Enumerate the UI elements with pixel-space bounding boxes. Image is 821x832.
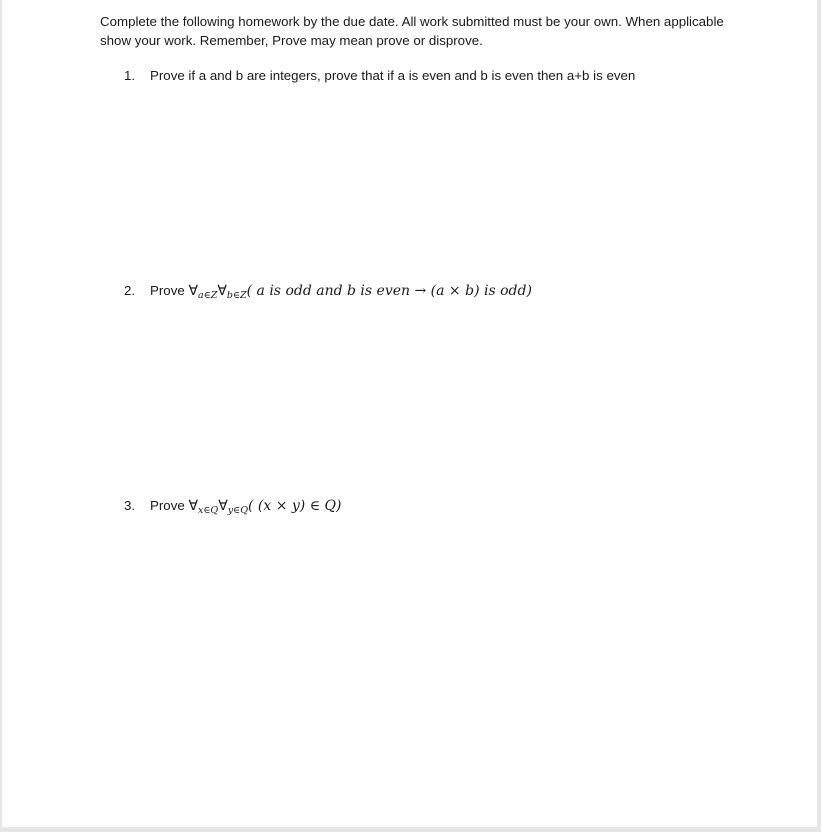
forall-symbol: ∀	[218, 498, 228, 514]
forall-symbol: ∀	[188, 283, 199, 299]
prove-label: Prove	[150, 283, 185, 298]
quantifier-domain: a∈Z	[198, 290, 218, 301]
quantifier-domain: x∈Q	[198, 505, 219, 516]
instructions-paragraph: Complete the following homework by the due date. All work submitted must be your own. When applicable show your work. Remember, Prove may mean prove or disprove.	[100, 14, 724, 48]
question-number: 1.	[124, 68, 136, 83]
formula-body: ( a is odd and b is even → (a × b) is odd)	[246, 283, 532, 299]
forall-symbol: ∀	[188, 498, 199, 514]
quantifier-domain: y∈Q	[227, 505, 248, 516]
question-text: Prove if a and b are integers, prove that if a is even and b is even then a+b is even	[150, 68, 636, 83]
forall-symbol: ∀	[217, 283, 227, 299]
question-3	[124, 497, 341, 517]
question-number: 2.	[124, 283, 136, 298]
prove-label: Prove	[150, 498, 185, 513]
document-page	[2, 0, 817, 827]
question-number: 3.	[124, 498, 136, 513]
formula-body: ( (x × y) ∈ Q)	[247, 498, 342, 514]
question-2	[124, 282, 532, 302]
question-1	[124, 67, 635, 85]
quantifier-domain: b∈Z	[226, 290, 247, 301]
